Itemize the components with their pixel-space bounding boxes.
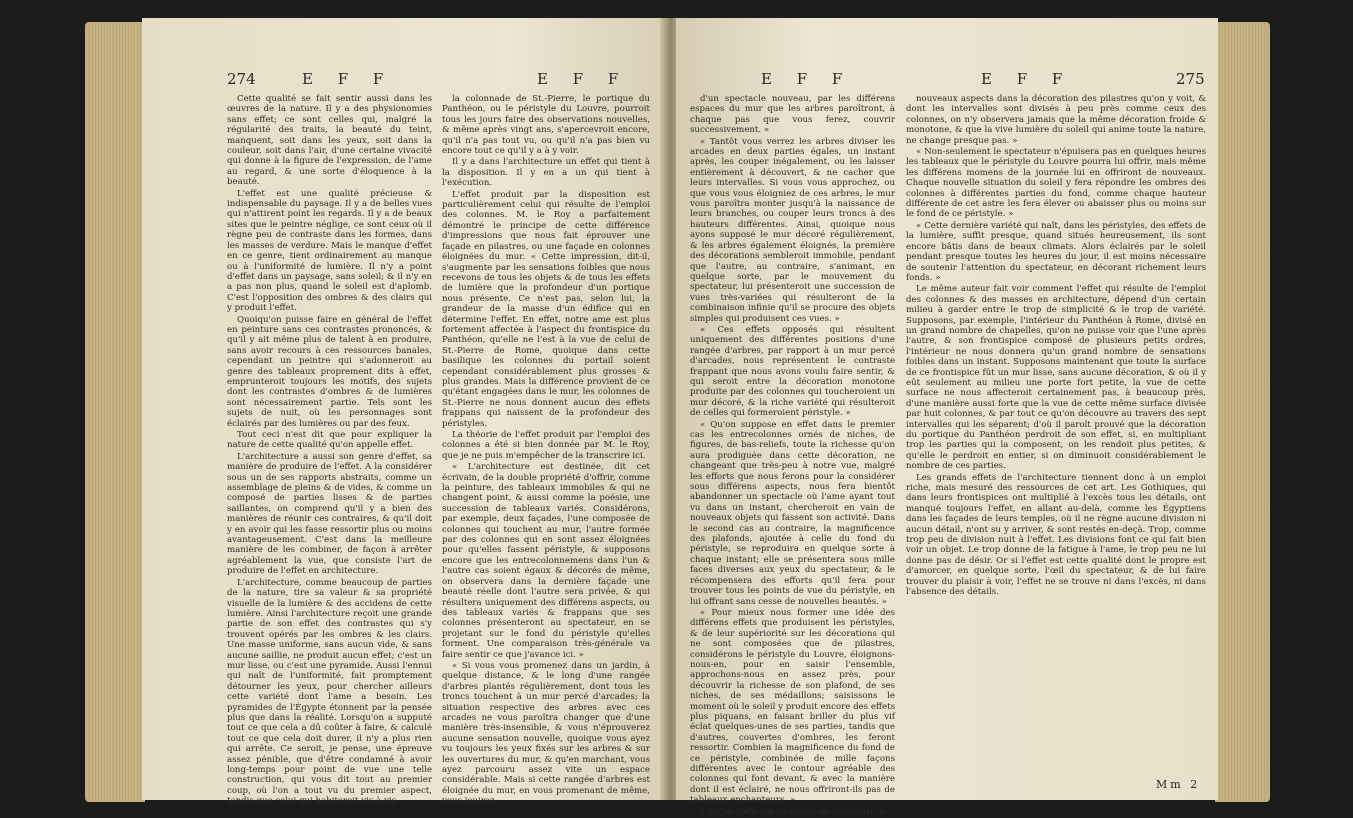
left-page-edges xyxy=(85,22,145,802)
right-column-1 xyxy=(690,94,895,818)
paragraph: Les grands effets de l'architecture tiennent donc à un emploi riche, mais mesuré des ressources de cet art. Les Gothiques, qui dans leurs frontispices ont multiplié à l'excès tous les détails, ont manqué toujours l'effet, en allant au-delà, comme les Égyptiens dans les façades de leurs temples, où il ne règne aucune division ni aucun détail, n'ont su y arriver, & sont restés en-deçà. Trop, comme trop peu de division nuit à l'effet. Les divisions font ce qui fait bien voir un objet. Le trop donne de la fatigue à l'ame, le trop peu ne lui donne pas de désir. Or si l'effet est cette qualité dont le propre est d'amorcer, en quelque sorte, l'œil du spectateur, & de lui faire trouver du plaisir à voir, l'effet ne se trouve ni dans l'excès, ni dans l'absence des détails. xyxy=(906,472,1206,598)
right-running-head-2: E F F xyxy=(981,70,1073,88)
left-running-head-2: E F F xyxy=(537,70,629,88)
paragraph: « Cette dernière variété qui naît, dans les péristyles, des effets de la lumière, suffit presque, quand situés heureusement, ils sont encore bâtis dans de beaux climats. Alors éclairés par le soleil pendant presque toutes les heures du jour, il est moins nécessaire de soutenir l'attention du spectateur, en décorant richement leurs fonds. » xyxy=(906,220,1206,283)
right-column-2 xyxy=(906,94,1206,599)
paragraph: « Pour mieux nous former une idée des différens effets que produisent les péristyles, & de leur supériorité sur les décorations qui ne sont composées que de pilastres, considérons le péristyle du Louvre, éloignons-nous-en, pour en saisir l'ensemble, approchons-nous en assez près, pour découvrir la richesse de son plafond, de ses niches, de ses médaillons; saisissons le moment où le soleil y produit encore des effets plus piquans, en faisant briller du plus vif éclat quelques-unes de ses parties, tandis que d'autres, couvertes d'ombres, les feront ressortir. Combien la magnificence du fond de ce péristyle, combinée de mille façons différentes avec le contour agréable des colonnes qui font devant, & avec la manière dont il est éclairé, ne nous offriront-ils pas de tableaux enchanteurs. » xyxy=(690,607,895,806)
signature-mark: Mm 2 xyxy=(1156,778,1201,791)
paragraph: L'effet produit par la disposition est particulièrement celui qui résulte de l'emploi des colonnes. M. le Roy a parfaitement démontré le principe de cette différence d'impressions que nous fait éprouver une façade en pilastres, ou une façade en colonnes éloignées du mur. « Cette impression, dit-il, s'augmente par les sensations foibles que nous recevons de tous les objets & de tous les effets de lumière que la profondeur d'un portique nous présente. Ce n'est pas, selon lui, la grandeur de la masse d'un édifice qui en détermine l'effet. En effet, notre ame est plus fortement affectée à l'aspect du frontispice du Panthéon, qu'elle ne l'est à la vue de celui de St.-Pierre de Rome, quoique dans cette basilique les colonnes du portail soient cependant considérablement plus grosses & plus grandes. Mais la différence provient de ce qu'étant engagées dans le mur, les colonnes de St.-Pierre ne nous donnent aucun des effets frappans qui naissent de la profondeur des péristyles. xyxy=(442,189,650,429)
left-page-number: 274 xyxy=(227,70,256,88)
paragraph: la colonnade de St.-Pierre, le portique du Panthéon, ou le péristyle du Louvre, pourroit tous les jours faire des observations nouvelles, & même après vingt ans, s'apercevroit encore, qu'il n'a pas tout vu, ou qu'il n'a pas bien vu encore tout ce qu'il y a à y voir. xyxy=(442,94,650,157)
paragraph: « Non-seulement le spectateur n'épuisera pas en quelques heures les tableaux que le péristyle du Louvre pourra lui offrir, mais même les différens momens de la journée lui en offriront de nouveaux. Chaque nouvelle situation du soleil y fera répondre les ombres des colonnes à différentes parties du fond, comme chaque hauteur différente de cet astre les fera élever ou abaisser plus ou moins sur le fond de ce péristyle. » xyxy=(906,147,1206,220)
paragraph: L'architecture a aussi son genre d'effet, sa manière de produire de l'effet. A la considérer sous un de ses rapports abstraits, comme un assemblage de pleins & de vides, & comme un composé de parties lisses & de parties saillantes, on comprend qu'il y a bien des manières de réunir ces contraires, & qu'il doit y en avoir qui les fasse ressortir plus ou moins avantageusement. C'est dans la meilleure manière de les combiner, de façon à arrêter agréablement la vue, que consiste l'art de produire de l'effet en architecture. xyxy=(227,451,432,577)
paragraph: « Qu'on s'efforce de même de découvrir de xyxy=(700,806,888,817)
left-page xyxy=(142,18,666,807)
paragraph: « Si vous vous promenez dans un jardin, à quelque distance, & le long d'une rangée d'arbres plantés régulièrement, dont tous les troncs touchent à un mur percé d'arcades; la situation respective des arbres avec ces arcades ne vous paroîtra changer que d'une manière très-insensible, & vous n'éprouverez aucune sensation nouvelle, quoique vous ayez vu toujours les yeux fixés sur les arbres & sur les ouvertures du mur, & qu'en marchant, vous ayez parcouru assez vite un espace considérable. Mais si cette rangée d'arbres est éloignée du mur, en vous promenant de même, vous jouirez xyxy=(442,660,650,807)
paragraph: Tout ceci n'est dit que pour expliquer la nature de cette qualité qu'on appelle effet. xyxy=(227,430,432,451)
right-running-head-1: E F F xyxy=(761,70,853,88)
paragraph: d'un spectacle nouveau, par les différens espaces du mur que les arbres paroîtront, à chaque pas que vous ferez, couvrir successivement. » xyxy=(690,94,895,136)
paragraph: La théorie de l'effet produit par l'emploi des colonnes a été si bien donnée par M. le Roy, que je ne puis m'empêcher de la transcrire ici. xyxy=(442,430,650,461)
paragraph: Il y a dans l'architecture un effet qui tient à la disposition. Il y en a un qui tient à l'exécution. xyxy=(442,157,650,189)
paragraph: nouveaux aspects dans la décoration des pilastres qu'on y voit, & dont les intervalles sont divisés à peu près comme ceux des colonnes, on n'y observera jamais que la même décoration froide & monotone, & que la vive lumière du soleil qui anime toute la nature, ne change presque pas. » xyxy=(906,94,1206,146)
left-column-2 xyxy=(442,94,650,808)
right-page-edges xyxy=(1215,22,1270,802)
paragraph: Cette qualité se fait sentir aussi dans les œuvres de la nature. Il y a des physionomies sans effet; ce sont celles qui, malgré la régularité des traits, la beauté du teint, manquent, soit dans les yeux, soit dans la couleur, soit dans l'air, d'une certaine vivacité qui donne à la figure de l'expression, de l'ame au regard, & une sorte d'éloquence à la beauté. xyxy=(227,94,432,188)
paragraph: Quoiqu'on puisse faire en général de l'effet en peinture sans ces contrastes prononcés, & qu'il y ait même plus de talent à en produire, sans avoir recours à ces ressources banales, cependant un peintre qui s'adonneroit au genre des tableaux proprement dits à effet, emprunteroit toujours les motifs, des sujets dont les contrastes d'ombres & de lumières sont nécessairement partie. Tels sont les sujets de nuit, où les personnages sont éclairés par des lumières ou par des feux. xyxy=(227,314,432,429)
left-column-1 xyxy=(227,94,432,808)
paragraph: « Tantôt vous verrez les arbres diviser les arcades en deux parties égales, un instant après, les couper inégalement, ou les laisser entièrement à découvert, & ne cacher que leurs intervalles. Si vous vous approchez, ou que vous vous éloigniez de ces arbres, le mur vous paroîtra monter jusqu'à la naissance de leurs branches, ou couper leurs troncs à des hauteurs différentes. Ainsi, quoique nous ayons supposé le mur décoré régulièrement, & les arbres également éloignés, la première des décorations sembleroit immobile, pendant que l'autre, au contraire, s'animant, en quelque sorte, par le mouvement du spectateur, lui présenteroit une succession de vues très-variées qui résulteront de la combinaison infinie qu'il se procure des objets simples qui produisent ces vues. » xyxy=(690,136,895,324)
paragraph: « L'architecture est destinée, dit cet écrivain, de la double propriété d'offrir, comme la peinture, des tableaux immobiles & qui ne changent point, & aussi comme la poésie, une succession de tableaux variés. Considérons, par exemple, deux façades, l'une composée de colonnes qui touchent au mur, l'autre formée par des colonnes qui en sont assez éloignées pour qu'elles fassent péristyle, & supposons encore que les entrecolonnemens dans l'un & l'autre cas soient égaux & décorés de même, on observera dans la dernière façade une beauté réelle dont l'autre sera privée, & qui résultera uniquement des différens aspects, ou des tableaux variés & frappans que ses colonnes présenteront au spectateur, en se projetant sur le fond du péristyle qu'elles forment. Une comparaison très-générale va faire sentir ce que j'avance ici. » xyxy=(442,462,650,660)
paragraph: L'effet est une qualité précieuse & indispensable du paysage. Il y a de belles vues qui n'attirent point les regards. Il y a de beaux sites que le peintre néglige, ce sont ceux où il règne peu de contraste dans les formes, dans les masses de verdure. Mais le manque d'effet en ce genre, tient ordinairement au manque ou à l'uniformité de lumière. Il n'y a point d'effet dans un paysage, sans soleil; & il n'y en a pas non plus, quand le soleil est d'aplomb. C'est l'opposition des ombres & des clairs qui y produit l'effet. xyxy=(227,188,432,314)
left-running-head-1: E F F xyxy=(302,70,394,88)
paragraph: « Qu'on suppose en effet dans le premier cas les entrecolonnes ornés de niches, de figures, de bas-reliefs, toute la richesse qu'on aura prodiguée dans cette décoration, ne changeant que très-peu à notre vue, malgré les efforts que nous ferons pour la considérer sous différens aspects, nous fera bientôt abandonner un spectacle où l'ame ayant tout vu dans un instant, chercheroit en vain de nouveaux objets qui fassent son activité. Dans le second cas au contraire, la magnificence des plafonds, ajoutée à celle du fond du péristyle, se reproduira en quelque sorte à chaque instant; elle se présentera sous mille faces diverses aux yeux du spectateur, & le récompensera des efforts qu'il fera pour trouver tous les points de vue du péristyle, en lui offrant sans cesse de nouvelles beautés. » xyxy=(690,419,895,607)
right-page-number: 275 xyxy=(1176,70,1205,88)
paragraph: « Ces effets opposés qui résultent uniquement des différentes positions d'une rangée d'arbres, par rapport à un mur percé d'arcades, nous représentent le contraste frappant que nous avons voulu faire sentir, & qui seroit entre la décoration monotone produite par des colonnes qui toucheroient un mur décoré, & la riche variété qui résulteroit de celles qui formeroient péristyle. » xyxy=(690,324,895,419)
paragraph: Le même auteur fait voir comment l'effet qui résulte de l'emploi des colonnes & des masses en architecture, dépend d'un certain milieu à garder entre le trop de simplicité & le trop de variété. Supposons, par exemple, l'intérieur du Panthéon à Rome, divisé en un grand nombre de chapelles, qu'on ne puisse voir que l'une après l'autre, & son frontispice composé de plusieurs petits ordres, l'intérieur ne nous donnera qu'un grand nombre de sensations foibles dans un instant. Supposons maintenant que toute la surface de ce frontispice fût un mur lisse, sans aucune décoration, & où il y eût seulement au milieu une porte fort petite, la vue de cette surface ne nous affecteroit certainement pas, à beaucoup près, d'une manière aussi forte que la vue de cette même surface divisée par huit colonnes, & par tout ce qu'on découvre au travers des sept intervalles qui les séparent; d'où il paroît prouvé que la décoration du portique du Panthéon perdroit de son effet, si, en multipliant trop les parties qui la composent, on les rendoit plus petites, & qu'elle le perdroit en entier, si on diminuoit considérablement le nombre de ces parties. xyxy=(906,284,1206,472)
paragraph: L'architecture, comme beaucoup de parties de la nature, tire sa valeur & sa propriété visuelle de la lumière & des accidens de cette lumière. Ainsi l'architecture reçoit une grande partie de son effet des contrastes qui s'y trouvent opérés par les ombres & les clairs. Une masse uniforme, sans aucun vide, & sans aucune saillie, ne produit aucun effet; c'est un mur lisse, ou c'est une pyramide. Aussi l'ennui qui naît de l'uniformité, fait promptement détourner les yeux, pour chercher ailleurs cette variété dont l'ame a besoin. Les pyramides de l'Égypte étonnent par la pensée plus que dans la réalité. Lorsqu'on a supputé tout ce que cela a dû coûter à faire, & calculé tout ce que cela doit durer, il n'y a plus rien qui arrête. Ce seroit, je pense, une épreuve assez pénible, que d'être condamné à avoir long-temps pour point de vue une telle construction, qui vous dit tout au premier coup, où l'on a tout vu du premier aspect, tandis que celui qui habiteroit vis-à-vis xyxy=(227,577,432,807)
right-page xyxy=(676,18,1218,817)
